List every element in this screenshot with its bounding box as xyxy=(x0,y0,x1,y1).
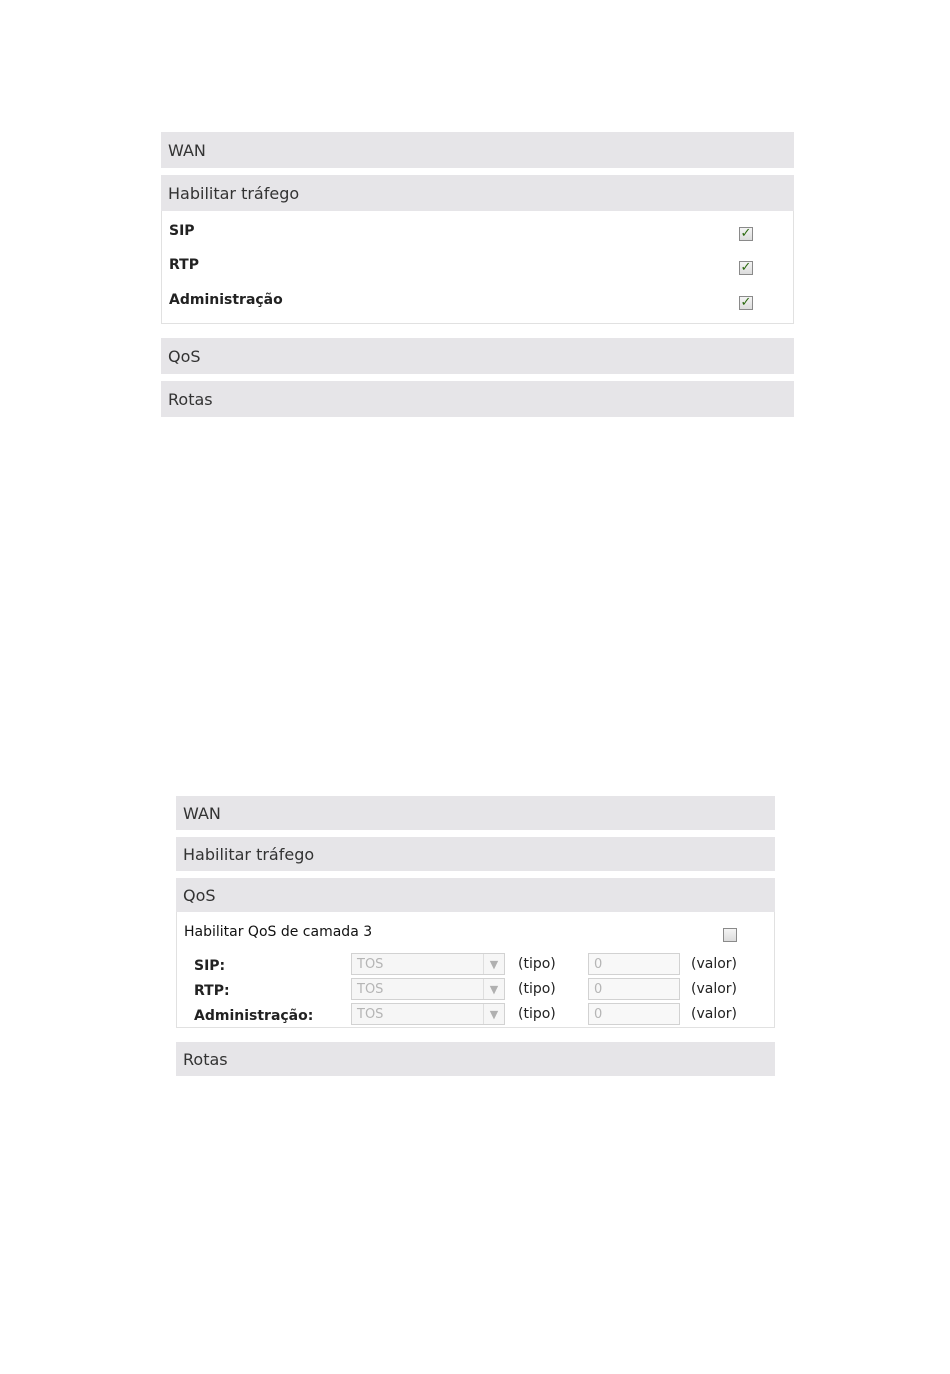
chevron-down-icon: ▼ xyxy=(483,1004,504,1024)
qos-rtp-type-select[interactable] xyxy=(351,978,505,1000)
traffic-section-body xyxy=(161,211,794,324)
qos-section-header[interactable] xyxy=(161,338,794,374)
check-icon: ✓ xyxy=(740,260,752,275)
wan-section-title: WAN xyxy=(183,803,221,823)
chevron-down-icon: ▼ xyxy=(483,979,504,999)
traffic-sip-label: SIP xyxy=(169,223,195,239)
qos-enable-label: Habilitar QoS de camada 3 xyxy=(184,924,373,940)
qos-section-header[interactable] xyxy=(176,878,775,912)
qos-sip-type-select[interactable] xyxy=(351,953,505,975)
qos-rtp-value-input[interactable] xyxy=(588,978,680,1000)
routes-section-header[interactable] xyxy=(176,1042,775,1076)
routes-section-title: Rotas xyxy=(168,389,213,409)
wan-section-header[interactable] xyxy=(161,132,794,168)
wan-section-title: WAN xyxy=(168,140,206,160)
qos-admin-value: 0 xyxy=(594,1006,603,1022)
qos-admin-label: Administração: xyxy=(194,1008,314,1024)
traffic-admin-label: Administração xyxy=(169,292,283,308)
settings-panel-2 xyxy=(176,796,775,1076)
traffic-section-title: Habilitar tráfego xyxy=(168,183,300,203)
qos-sip-value-input[interactable] xyxy=(588,953,680,975)
qos-admin-type-value: TOS xyxy=(357,1006,384,1022)
wan-section-header[interactable] xyxy=(176,796,775,830)
traffic-section-title: Habilitar tráfego xyxy=(183,844,315,864)
check-icon: ✓ xyxy=(740,295,752,310)
qos-sip-type-value: TOS xyxy=(357,956,384,972)
qos-rtp-value-unit: (valor) xyxy=(691,981,737,997)
traffic-section-header[interactable] xyxy=(176,837,775,871)
traffic-admin-checkbox[interactable] xyxy=(739,296,753,310)
qos-sip-label: SIP: xyxy=(194,958,226,974)
qos-sip-value: 0 xyxy=(594,956,603,972)
traffic-section-header[interactable] xyxy=(161,175,794,211)
routes-section-header[interactable] xyxy=(161,381,794,417)
qos-sip-type-unit: (tipo) xyxy=(518,956,556,972)
qos-section-title: QoS xyxy=(168,346,201,366)
qos-rtp-type-value: TOS xyxy=(357,981,384,997)
qos-admin-type-unit: (tipo) xyxy=(518,1006,556,1022)
qos-admin-type-select[interactable] xyxy=(351,1003,505,1025)
qos-rtp-type-unit: (tipo) xyxy=(518,981,556,997)
qos-admin-value-unit: (valor) xyxy=(691,1006,737,1022)
check-icon: ✓ xyxy=(740,226,752,241)
qos-enable-checkbox[interactable] xyxy=(723,928,737,942)
qos-sip-value-unit: (valor) xyxy=(691,956,737,972)
traffic-rtp-checkbox[interactable] xyxy=(739,261,753,275)
qos-section-body xyxy=(176,912,775,1028)
qos-section-title: QoS xyxy=(183,885,216,905)
qos-rtp-value: 0 xyxy=(594,981,603,997)
chevron-down-icon: ▼ xyxy=(483,954,504,974)
routes-section-title: Rotas xyxy=(183,1049,228,1069)
traffic-sip-checkbox[interactable] xyxy=(739,227,753,241)
qos-rtp-label: RTP: xyxy=(194,983,230,999)
settings-panel-1 xyxy=(161,132,794,417)
qos-admin-value-input[interactable] xyxy=(588,1003,680,1025)
traffic-rtp-label: RTP xyxy=(169,257,199,273)
